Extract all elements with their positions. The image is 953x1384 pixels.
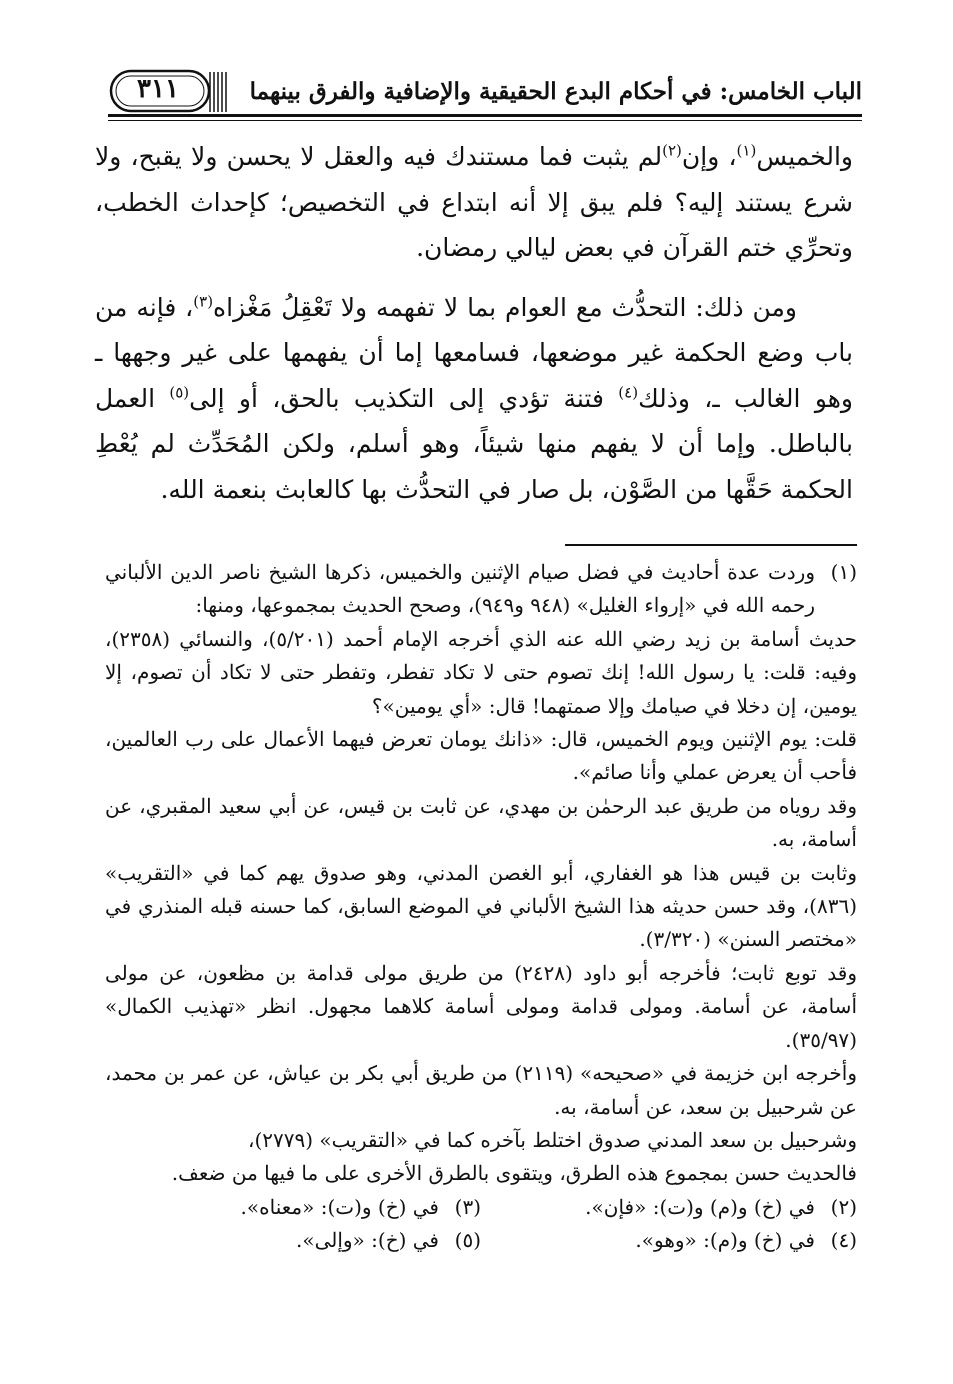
footnote-ref-5[interactable]: (٥) bbox=[169, 383, 190, 402]
header-rule bbox=[108, 114, 862, 117]
footnote-paragraph: قلت: يوم الإثنين ويوم الخميس، قال: «ذانك يومان تعرض فيهما الأعمال على رب العالمين، فأحب أن يعرض عملي وأنا صائم». bbox=[105, 727, 857, 785]
header-rule-thin bbox=[108, 120, 862, 121]
footnotes bbox=[105, 556, 857, 1258]
footnote-number: (١) bbox=[830, 560, 857, 584]
chapter-title: في أحكام البدع الحقيقية والإضافية والفرق بينهما bbox=[249, 78, 712, 105]
main-text bbox=[95, 134, 853, 512]
page-header bbox=[108, 64, 862, 128]
footnote-paragraph: وثابت بن قيس هذا هو الغفاري، أبو الغصن المدني، وهو صدوق يهم كما في «التقريب» (٨٣٦)، وقد حسن حديثه هذا الشيخ الألباني في الموضع السابق، كما حسنه قبله المنذري في «مختصر السنن» (٣/٣٢٠). bbox=[105, 860, 857, 952]
running-title bbox=[250, 78, 862, 105]
text-run: والخميس bbox=[756, 142, 853, 171]
footnote-text: في (خ) و(ت): «معناه». bbox=[240, 1194, 439, 1219]
footnote-text: في (خ) و(م): «وهو». bbox=[635, 1228, 815, 1253]
paragraph-2 bbox=[95, 285, 853, 513]
text-run: فتنة تؤدي إلى التكذيب بالحق، أو إلى bbox=[189, 383, 619, 413]
paragraph-1 bbox=[95, 134, 853, 271]
footnote-row bbox=[105, 1224, 857, 1257]
text-run: العمل بالباطل. وإما أن لا يفهم منها شيئاً، وهو أسلم، ولكن المُحَدِّث لم يُعْطِ الحكمة حَقَّها من الصَّوْن، بل صار في التحدُّث بها كالعابث بنعمة الله. bbox=[95, 383, 853, 504]
text-run: ، فإنه من باب وضع الحكمة غير موضعها، فسامعها إما أن يفهمها على غير وجهها ـ وهو الغالب ـ، وذلك bbox=[95, 292, 853, 413]
chapter-label: الباب الخامس: bbox=[719, 78, 862, 105]
footnote-separator bbox=[565, 544, 857, 546]
footnote-2 bbox=[481, 1191, 857, 1224]
footnote-paragraph: وقد توبع ثابت؛ فأخرجه أبو داود (٢٤٢٨) من طريق مولى قدامة بن مظعون، عن مولى أسامة، عن أسامة. ومولى قدامة ومولى أسامة كلاهما مجهول. انظر «تهذيب الكمال» (٣٥/٩٧). bbox=[105, 960, 857, 1052]
page-number-ornament bbox=[108, 68, 212, 114]
footnote-3 bbox=[105, 1191, 481, 1224]
text-run: ، وإن bbox=[681, 142, 737, 171]
footnote-paragraph: وقد روياه من طريق عبد الرحمٰن بن مهدي، عن ثابت بن قيس، عن أبي سعيد المقبري، عن أسامة، به. bbox=[105, 793, 857, 852]
text-run: لم يثبت فما مستندك فيه والعقل لا يحسن ولا يقبح، ولا شرع يستند إليه؟ فلم يبق إلا أنه ابتداع في التخصيص؛ كإحداث الخطب، وتحرِّي ختم القرآن في بعض ليالي رمضان. bbox=[95, 142, 853, 262]
footnote-text: في (خ) و(م) و(ت): «فإن». bbox=[585, 1194, 815, 1219]
footnote-ref-1[interactable]: (١) bbox=[736, 141, 757, 160]
footnote-number: (٤) bbox=[830, 1228, 857, 1253]
footnote-5 bbox=[105, 1224, 481, 1257]
page-number: ٣١١ bbox=[137, 74, 179, 104]
footnote-number: (٥) bbox=[454, 1228, 481, 1253]
footnote-ref-3[interactable]: (٣) bbox=[193, 292, 214, 311]
footnote-paragraph: وردت عدة أحاديث في فضل صيام الإثنين والخميس، ذكرها الشيخ ناصر الدين الألباني رحمه الله في «إرواء الغليل» (٩٤٨ و٩٤٩)، وصحح الحديث بمجموعها، ومنها: bbox=[105, 560, 815, 618]
footnote-ref-2[interactable]: (٢) bbox=[662, 141, 682, 160]
footnote-4 bbox=[481, 1224, 857, 1257]
text-run: ومن ذلك: التحدُّث مع العوام بما لا تفهمه ولا تَعْقِلُ مَغْزاه bbox=[213, 292, 797, 322]
footnote-paragraph: فالحديث حسن بمجموع هذه الطرق، ويتقوى بالطرق الأخرى على ما فيها من ضعف. bbox=[171, 1161, 857, 1186]
footnote-paragraph: وشرحبيل بن سعد المدني صدوق اختلط بآخره كما في «التقريب» (٢٧٧٩)، bbox=[248, 1127, 857, 1152]
footnote-paragraph: حديث أسامة بن زيد رضي الله عنه الذي أخرجه الإمام أحمد (٥/٢٠١)، والنسائي (٢٣٥٨)، وفيه: قلت: يا رسول الله! إنك تصوم حتى لا تكاد تفطر، وتفطر حتى لا تكاد أن تصوم، إلا يومين، إن دخلا في صيامك وإلا صمتهما! قال: «أي يومين»؟ bbox=[105, 626, 857, 718]
footnote-number: (٢) bbox=[830, 1194, 857, 1219]
footnote-number: (٣) bbox=[454, 1194, 481, 1219]
footnote-1 bbox=[105, 556, 857, 623]
footnote-text: في (خ): «وإلى». bbox=[295, 1228, 439, 1253]
footnote-row bbox=[105, 1191, 857, 1224]
footnote-paragraph: وأخرجه ابن خزيمة في «صحيحه» (٢١١٩) من طريق أبي بكر بن عياش، عن عمر بن محمد، عن شرحبيل بن سعد، عن أسامة، به. bbox=[105, 1061, 858, 1119]
footnote-ref-4[interactable]: (٤) bbox=[618, 383, 639, 402]
